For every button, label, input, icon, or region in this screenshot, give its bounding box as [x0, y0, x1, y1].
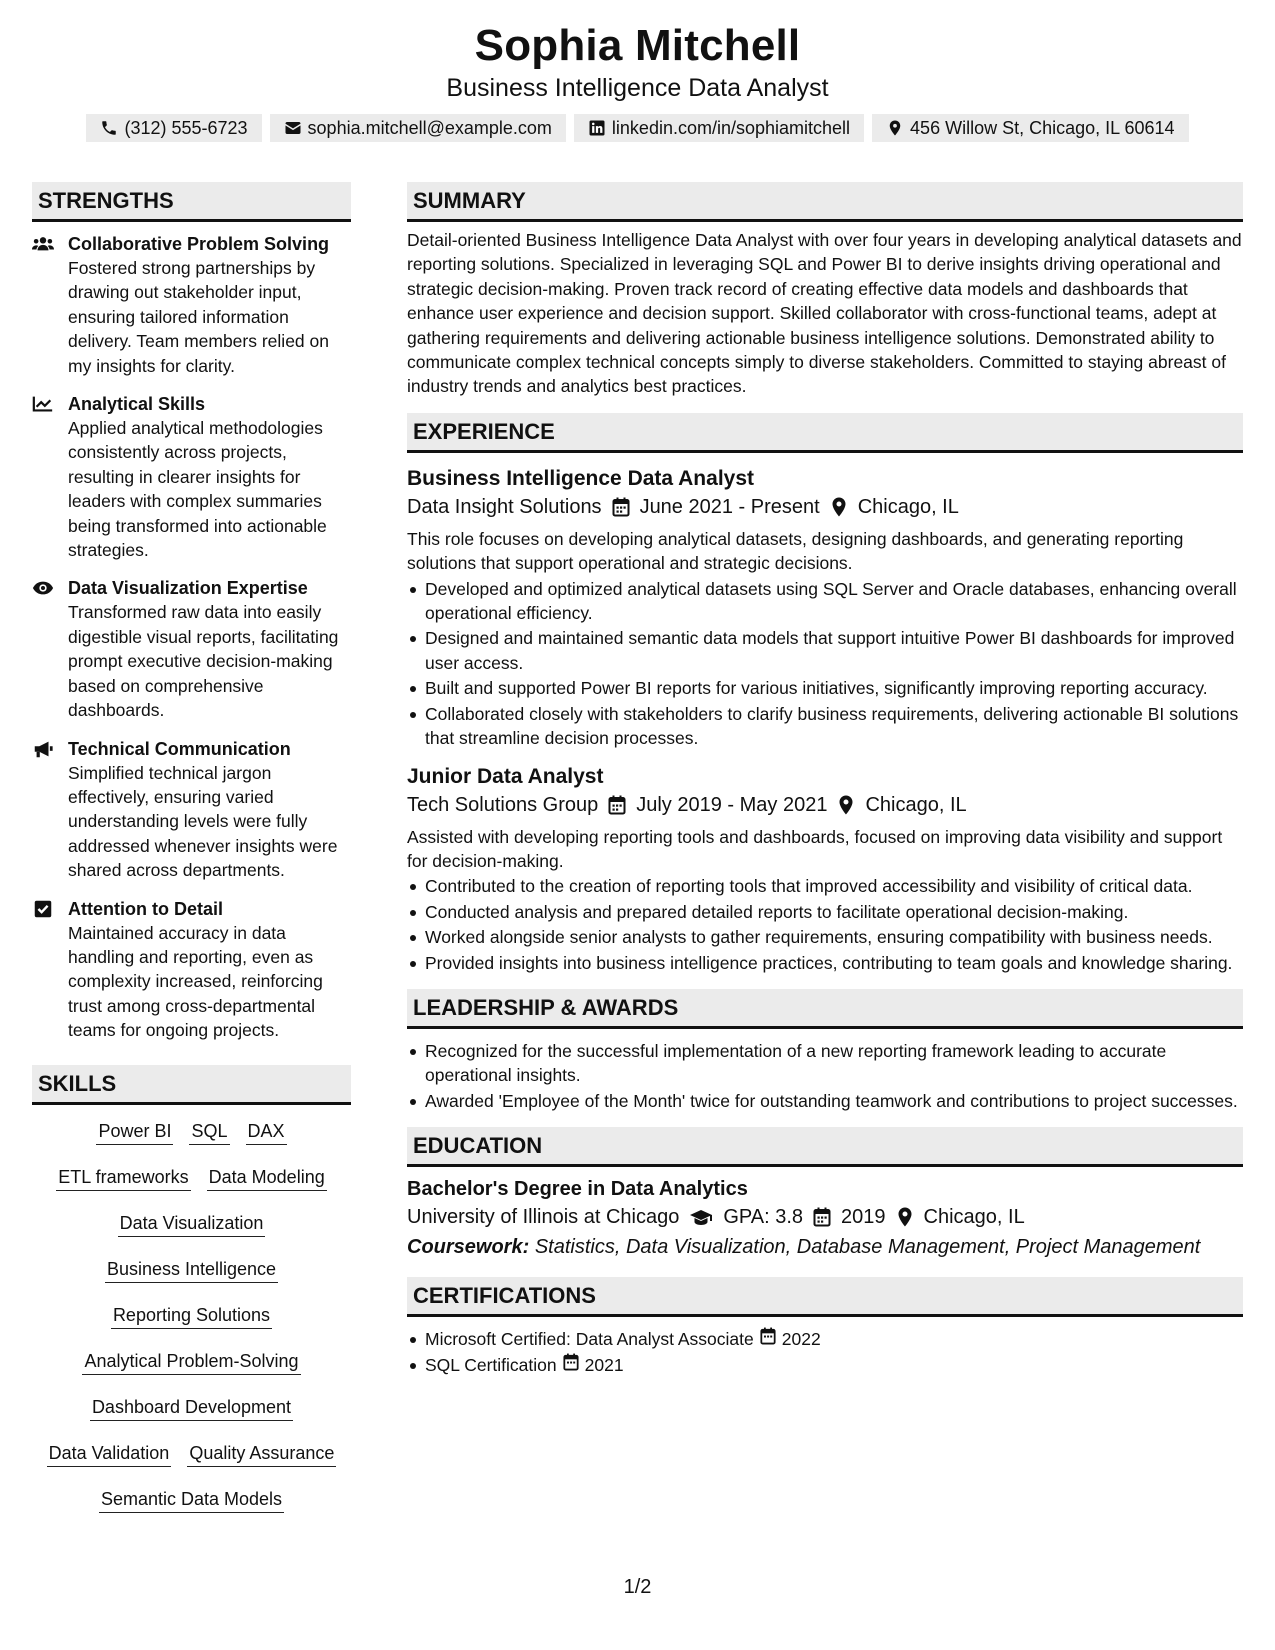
job-meta: [407, 791, 1243, 819]
school-location: Chicago, IL: [923, 1206, 1025, 1229]
list-item: Collaborated closely with stakeholders to clarify business requirements, delivering actionable BI solutions that streamline decision processes.: [407, 702, 1243, 751]
leadership-bullets: [407, 1039, 1243, 1113]
list-item: [407, 1327, 1243, 1351]
school-name: University of Illinois at Chicago: [407, 1206, 680, 1229]
candidate-name: Sophia Mitchell: [474, 21, 801, 70]
skill-tag: Quality Assurance: [187, 1441, 336, 1467]
strength-item: [32, 897, 351, 1043]
contact-address[interactable]: [872, 114, 1188, 142]
skill-tag: Dashboard Development: [90, 1395, 293, 1421]
strength-title: Analytical Skills: [68, 394, 206, 415]
list-item: Designed and maintained semantic data models that support intuitive Power BI dashboards for improved user access.: [407, 626, 1243, 675]
experience-heading: EXPERIENCE: [407, 413, 1243, 453]
calendar-icon: [813, 1207, 831, 1227]
linkedin-text: linkedin.com/in/sophiamitchell: [611, 118, 851, 138]
contact-bar: [0, 114, 1275, 142]
megaphone-icon: [32, 737, 58, 883]
education-heading: EDUCATION: [407, 1127, 1243, 1167]
degree-title: Bachelor's Degree in Data Analytics: [407, 1178, 748, 1201]
job-entry: [407, 465, 1243, 751]
strength-desc: Simplified technical jargon effectively, ensuring varied understanding levels were fully addressed whenever insights were shared across departments.: [68, 762, 338, 881]
gpa: GPA: 3.8: [723, 1206, 804, 1229]
checkbox-icon: [32, 897, 58, 1043]
strength-title: Data Visualization Expertise: [68, 578, 308, 599]
coursework: [407, 1233, 1243, 1261]
skill-tag: Data Validation: [47, 1441, 172, 1467]
strengths-heading: STRENGTHS: [32, 182, 351, 222]
cert-name: SQL Certification: [425, 1354, 557, 1375]
coursework-label: Coursework:: [407, 1236, 530, 1259]
strength-title: Attention to Detail: [68, 898, 223, 919]
right-column: [407, 182, 1243, 1513]
list-item: Worked alongside senior analysts to gather requirements, ensuring compatibility with business needs.: [407, 925, 1243, 949]
strength-item: [32, 737, 351, 883]
job-bullets: [407, 577, 1243, 751]
skill-tag: Data Visualization: [118, 1211, 266, 1237]
job-title: Business Intelligence Data Analyst: [407, 466, 755, 490]
job-description: Assisted with developing reporting tools and dashboards, focused on improving data visibility and support for decision-making.: [407, 826, 1223, 871]
contact-email[interactable]: [270, 114, 566, 142]
phone-text: (312) 555-6723: [124, 118, 248, 138]
list-item: Contributed to the creation of reporting tools that improved accessibility and visibility of critical data.: [407, 874, 1243, 898]
strength-title: Collaborative Problem Solving: [68, 234, 330, 254]
list-item: Developed and optimized analytical datasets using SQL Server and Oracle databases, enhancing overall operational efficiency.: [407, 577, 1243, 626]
list-item: Built and supported Power BI reports for various initiatives, significantly improving reporting accuracy.: [407, 676, 1243, 700]
certifications-heading: CERTIFICATIONS: [407, 1277, 1243, 1317]
company-name: Tech Solutions Group: [407, 793, 599, 816]
job-entry: [407, 763, 1243, 975]
strength-desc: Maintained accuracy in data handling and reporting, even as complexity increased, reinforcing trust among cross-departmental teams for ongoing projects.: [68, 922, 323, 1041]
users-icon: [32, 232, 58, 378]
skill-tag: ETL frameworks: [56, 1165, 190, 1191]
job-title: Junior Data Analyst: [407, 764, 604, 788]
resume-header: [0, 0, 1275, 142]
graduation-year: 2019: [841, 1206, 886, 1229]
job-dates: June 2021 - Present: [639, 495, 820, 518]
job-dates: July 2019 - May 2021: [636, 793, 828, 816]
skill-tag: Reporting Solutions: [111, 1303, 272, 1329]
cert-year: 2021: [584, 1354, 624, 1375]
strength-item: [32, 576, 351, 722]
calendar-icon: [608, 795, 626, 815]
map-pin-icon: [896, 1207, 914, 1227]
leadership-heading: LEADERSHIP & AWARDS: [407, 989, 1243, 1029]
phone-icon: [100, 119, 118, 137]
job-location: Chicago, IL: [865, 793, 967, 816]
company-name: Data Insight Solutions: [407, 495, 602, 518]
skill-tag: Semantic Data Models: [99, 1487, 284, 1513]
skill-tag: Analytical Problem-Solving: [82, 1349, 300, 1375]
skills-heading: SKILLS: [32, 1065, 351, 1105]
graduation-cap-icon: [689, 1207, 713, 1227]
job-bullets: [407, 874, 1243, 975]
job-meta: [407, 493, 1243, 521]
summary-text: Detail-oriented Business Intelligence Data Analyst with over four years in developing analytical datasets and reporting solutions. Specialized in leveraging SQL and Power BI to derive insights driving operational and strategic decision-making. Proven track record of creating effective data models and dashboards that enhance user experience and decision support. Skilled collaborator with cross-functional teams, adept at gathering requirements and delivering actionable business intelligence solutions. Demonstrated ability to communicate complex technical concepts simply to diverse stakeholders. Committed to staying abreast of industry trends and analytics best practices.: [407, 230, 1242, 397]
skill-tag: SQL: [189, 1119, 229, 1145]
email-text: sophia.mitchell@example.com: [307, 118, 552, 138]
eye-icon: [32, 576, 58, 722]
list-item: Recognized for the successful implementation of a new reporting framework leading to accurate operational insights.: [407, 1039, 1243, 1088]
strengths-list: [32, 232, 351, 1043]
address-text: 456 Willow St, Chicago, IL 60614: [910, 118, 1175, 138]
list-item: Provided insights into business intelligence practices, contributing to team goals and knowledge sharing.: [407, 951, 1243, 975]
education-meta: [407, 1203, 1243, 1231]
strength-desc: Fostered strong partnerships by drawing out stakeholder input, ensuring tailored information delivery. Team members relied on my insights for clarity.: [68, 258, 329, 376]
candidate-title: Business Intelligence Data Analyst: [446, 74, 829, 102]
chart-line-icon: [32, 392, 58, 562]
skill-tag: DAX: [246, 1119, 287, 1145]
contact-linkedin[interactable]: [574, 114, 864, 142]
list-item: [407, 1353, 1243, 1377]
map-pin-icon: [830, 497, 848, 517]
skill-tag: Power BI: [96, 1119, 173, 1145]
skill-tag: Business Intelligence: [105, 1257, 278, 1283]
skill-tag: Data Modeling: [207, 1165, 327, 1191]
list-item: Awarded 'Employee of the Month' twice for outstanding teamwork and contributions to project successes.: [407, 1089, 1243, 1113]
envelope-icon: [284, 119, 302, 137]
job-location: Chicago, IL: [857, 495, 959, 518]
linkedin-icon: [588, 119, 606, 137]
education-entry: [407, 1175, 1243, 1261]
skills-list: [32, 1119, 351, 1513]
page-number: 1/2: [623, 1576, 652, 1598]
left-column: [32, 182, 351, 1513]
strength-item: [32, 392, 351, 562]
strength-desc: Applied analytical methodologies consistently across projects, resulting in clearer insights for leaders with complex summaries being transformed into actionable strategies.: [68, 418, 327, 561]
certifications-list: [407, 1327, 1243, 1377]
list-item: Conducted analysis and prepared detailed reports to facilitate operational decision-making.: [407, 900, 1243, 924]
calendar-icon: [760, 1327, 776, 1351]
cert-name: Microsoft Certified: Data Analyst Associate: [425, 1329, 754, 1350]
calendar-icon: [563, 1353, 579, 1377]
strength-desc: Transformed raw data into easily digestible visual reports, facilitating prompt executive decision-making based on comprehensive dashboards.: [68, 602, 339, 721]
map-pin-icon: [886, 119, 904, 137]
coursework-list: Statistics, Data Visualization, Database Management, Project Management: [534, 1236, 1201, 1259]
calendar-icon: [612, 497, 630, 517]
map-pin-icon: [837, 795, 855, 815]
contact-phone[interactable]: [86, 114, 261, 142]
job-description: This role focuses on developing analytical datasets, designing dashboards, and generating reporting solutions that support operational and strategic decisions.: [407, 528, 1184, 574]
strength-item: [32, 232, 351, 378]
summary-heading: SUMMARY: [407, 182, 1243, 222]
strength-title: Technical Communication: [68, 738, 291, 759]
cert-year: 2022: [781, 1329, 821, 1350]
